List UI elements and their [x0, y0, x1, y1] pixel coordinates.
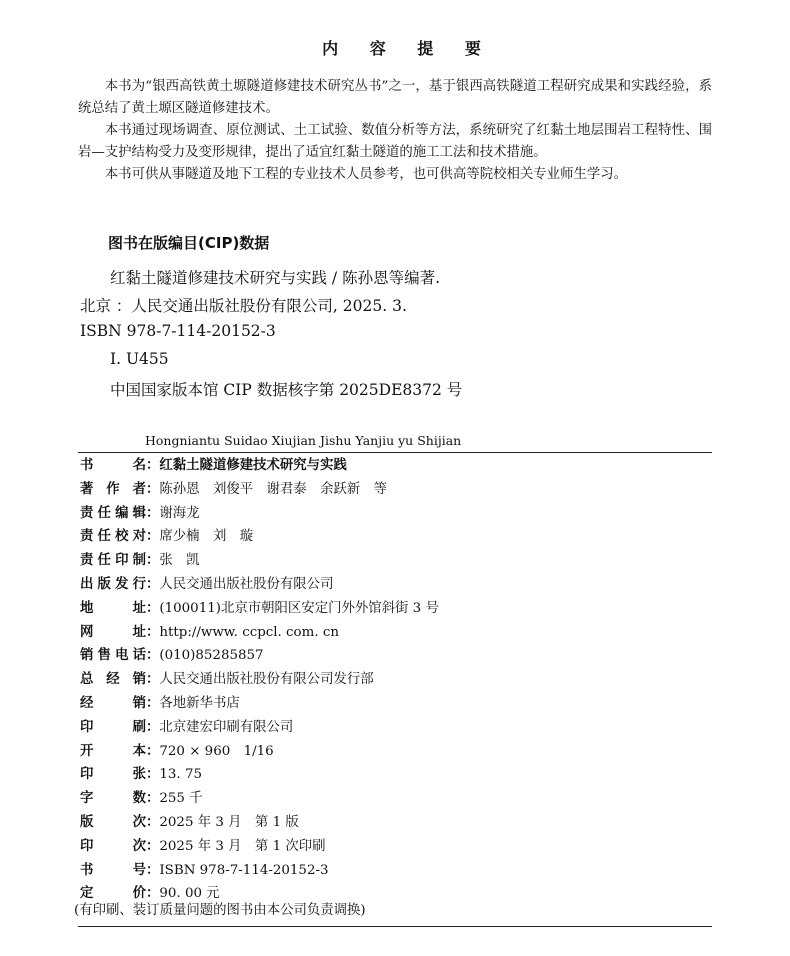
page-title: 内 容 提 要 [322, 39, 494, 58]
colophon-value: 90. 00 元 [159, 886, 220, 902]
divider [78, 926, 712, 927]
colophon-row-editor: 责任编辑：谢海龙 [80, 502, 720, 526]
colophon-value: ISBN 978-7-114-20152-3 [159, 862, 329, 878]
colophon-row-isbn: 书号：ISBN 978-7-114-20152-3 [80, 859, 720, 883]
colophon-label: 字数 [80, 791, 146, 807]
colophon-row-impression: 印次：2025 年 3 月 第 1 次印刷 [80, 835, 720, 859]
colophon-value: 人民交通出版社股份有限公司 [159, 576, 334, 592]
colophon-label: 版次 [80, 814, 146, 830]
colophon-label: 书号 [80, 862, 146, 878]
colophon-label: 书名 [80, 458, 146, 473]
colophon-value: 红黏土隧道修建技术研究与实践 [159, 458, 347, 473]
summary-section [78, 76, 712, 186]
colophon-value: 2025 年 3 月 第 1 次印刷 [159, 838, 326, 854]
colophon-label: 经销 [80, 695, 146, 711]
colophon-label: 地址 [80, 600, 146, 616]
colophon-label: 销售电话 [80, 648, 146, 664]
colophon-row-distributor: 总经销：人民交通出版社股份有限公司发行部 [80, 668, 720, 692]
colophon-label: 印次 [80, 838, 146, 854]
divider [78, 452, 712, 453]
colophon-label: 定价 [80, 886, 146, 902]
colophon-label: 总经销 [80, 672, 146, 688]
colophon-label: 责任编辑 [80, 505, 146, 521]
summary-paragraph: 本书可供从事隧道及地下工程的专业技术人员参考，也可供高等院校相关专业师生学习。 [104, 167, 628, 182]
colophon-row-printer: 印刷：北京建宏印刷有限公司 [80, 716, 720, 740]
cip-isbn-line: ISBN 978-7-114-20152-3 [80, 322, 276, 340]
colophon-row-sales-phone: 销售电话：(010)85285857 [80, 644, 720, 668]
colophon-row-print-manager: 责任印制：张 凯 [80, 549, 720, 573]
colophon-row-retailer: 经销：各地新华书店 [80, 692, 720, 716]
colophon-list [80, 454, 720, 906]
colophon-row-edition: 版次：2025 年 3 月 第 1 版 [80, 811, 720, 835]
cip-title-line: 红黏土隧道修建技术研究与实践 / 陈孙恩等编著. [110, 269, 441, 287]
colophon-row-format: 开本：720 × 960 1/16 [80, 740, 720, 764]
colophon-value: 张 凯 [159, 553, 200, 569]
colophon-value: (010)85285857 [159, 648, 264, 664]
colophon-row-proofreader: 责任校对：席少楠 刘 璇 [80, 525, 720, 549]
colophon-value: 13. 75 [159, 767, 202, 783]
colophon-row-price: 定价：90. 00 元 [80, 882, 720, 906]
colophon-label: 责任校对 [80, 529, 146, 545]
colophon-value: 人民交通出版社股份有限公司发行部 [159, 672, 374, 688]
colophon-label: 印张 [80, 767, 146, 783]
cip-heading: 图书在版编目(CIP)数据 [108, 234, 270, 252]
colophon-value: 255 千 [159, 791, 203, 807]
colophon-label: 网址 [80, 624, 146, 640]
colophon-row-website: 网址：http://www. ccpcl. com. cn [80, 621, 720, 645]
cip-publisher-line: 北京 ：人民交通出版社股份有限公司, 2025. 3. [80, 297, 407, 315]
colophon-row-authors: 著作者：陈孙恩 刘俊平 谢君泰 余跃新 等 [80, 478, 720, 502]
colophon-value: http://www. ccpcl. com. cn [159, 624, 339, 640]
colophon-value: 席少楠 刘 璇 [159, 529, 254, 545]
colophon-value: 陈孙恩 刘俊平 谢君泰 余跃新 等 [159, 481, 388, 497]
colophon-label: 开本 [80, 743, 146, 759]
colophon-value: 谢海龙 [159, 505, 200, 521]
colophon-label: 印刷 [80, 719, 146, 735]
colophon-value: 北京建宏印刷有限公司 [159, 719, 294, 735]
colophon-value: 720 × 960 1/16 [159, 743, 274, 759]
colophon-row-publisher: 出版发行：人民交通出版社股份有限公司 [80, 573, 720, 597]
colophon-label: 著作者 [80, 481, 146, 497]
colophon-row-book-title: 书名：红黏土隧道修建技术研究与实践 [80, 454, 720, 478]
colophon-row-sheets: 印张：13. 75 [80, 763, 720, 787]
colophon-row-address: 地址：(100011)北京市朝阳区安定门外外馆斜街 3 号 [80, 597, 720, 621]
cip-record-line: 中国国家版本馆 CIP 数据核字第 2025DE8372 号 [110, 381, 463, 399]
quality-note: (有印刷、装订质量问题的图书由本公司负责调换) [74, 903, 366, 918]
summary-paragraph: 本书通过现场调查、原位测试、土工试验、数值分析等方法，系统研究了红黏土地层围岩工程特性、围岩—支护结构受力及变形规律，提出了适宜红黏土隧道的施工工法和技术措施。 [78, 123, 712, 160]
cip-classification-line: Ⅰ. U455 [110, 350, 169, 368]
colophon-row-word-count: 字数：255 千 [80, 787, 720, 811]
colophon-value: (100011)北京市朝阳区安定门外外馆斜街 3 号 [159, 600, 439, 616]
summary-paragraph: 本书为“银西高铁黄土塬隧道修建技术研究丛书”之一，基于银西高铁隧道工程研究成果和实践经验，系统总结了黄土塬区隧道修建技术。 [78, 79, 712, 116]
colophon-value: 各地新华书店 [159, 695, 240, 711]
colophon-label: 责任印制 [80, 553, 146, 569]
colophon-label: 出版发行 [80, 576, 146, 592]
pinyin-title: Hongniantu Suidao Xiujian Jishu Yanjiu yu Shijian [145, 433, 462, 448]
colophon-value: 2025 年 3 月 第 1 版 [159, 814, 299, 830]
